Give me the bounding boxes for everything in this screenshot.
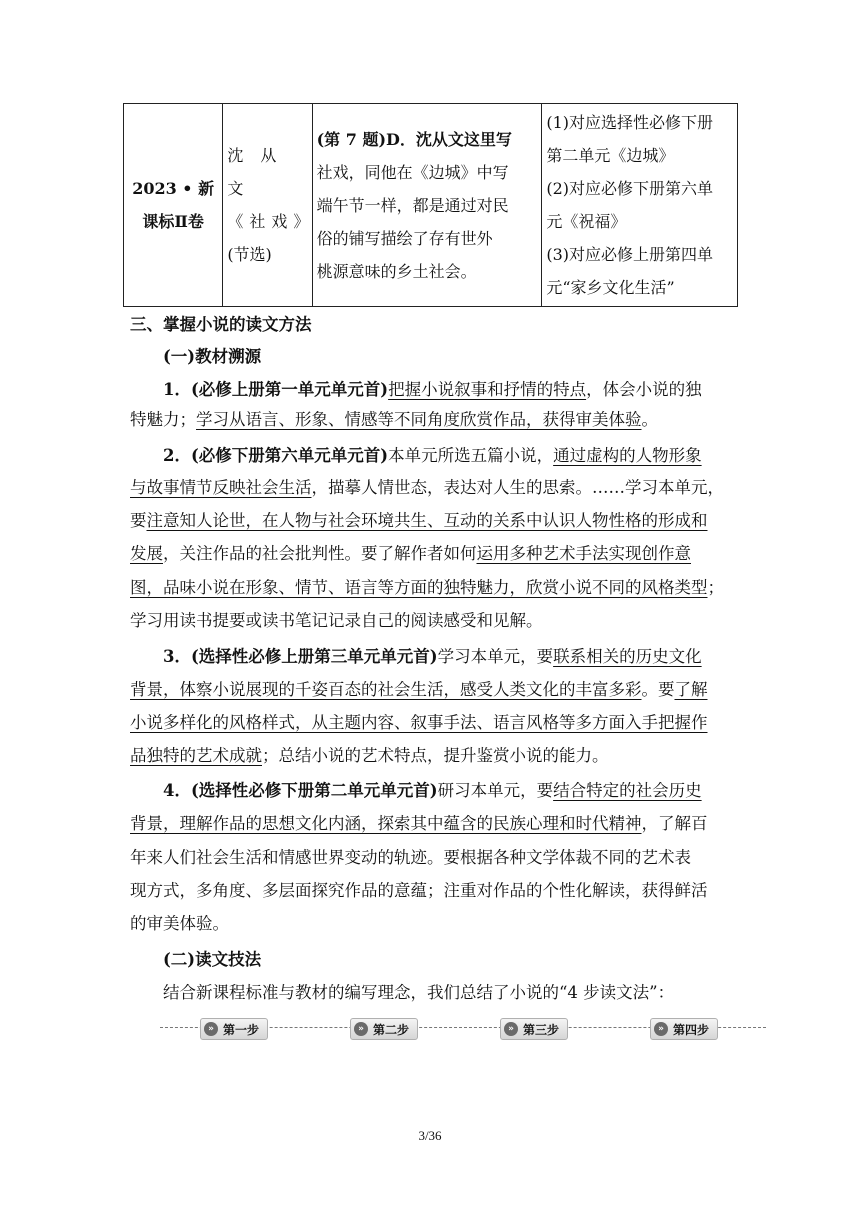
analysis-line: (第 7 题)D．沈从文这里写	[316, 129, 512, 149]
year-line: 课标Ⅱ卷	[142, 212, 204, 231]
analysis-line: 社戏，同他在《边城》中写	[316, 162, 509, 182]
chevron-right-icon: »	[654, 1022, 668, 1036]
para4-line5: 的审美体验。	[130, 914, 229, 933]
exam-table	[123, 103, 738, 307]
work-line: (节选)	[227, 245, 272, 264]
para4-line4: 现方式，多角度、多层面探究作品的意蕴；注重对作品的个性化解读，获得鲜活	[130, 881, 708, 900]
para2-line1: 2．(必修下册第六单元单元首)本单元所选五篇小说，通过虚构的人物形象	[163, 446, 702, 465]
links-line: (1)对应选择性必修下册	[546, 113, 713, 132]
links-line: 元“家乡文化生活”	[546, 278, 675, 297]
para2-line6: 学习用读书提要或读书笔记记录自己的阅读感受和见解。	[130, 611, 543, 630]
para4-line1: 4．(选择性必修下册第二单元单元首)研习本单元，要结合特定的社会历史	[163, 781, 702, 800]
para4-line3: 年来人们社会生活和情感世界变动的轨迹。要根据各种文学体裁不同的艺术表	[130, 848, 691, 867]
para2-line3: 要注意知人论世，在人物与社会环境共生、互动的关系中认识人物性格的形成和	[130, 511, 708, 530]
links-line: 元《祝福》	[546, 212, 627, 231]
work-cell	[223, 104, 316, 307]
step-2: » 第二步	[350, 1018, 418, 1040]
subheading-techniques: (二)读文技法	[163, 950, 262, 969]
chevron-right-icon: »	[354, 1022, 368, 1036]
year-line: 2023 • 新	[132, 179, 215, 198]
links-line: (3)对应必修上册第四单	[546, 245, 713, 264]
analysis-line: 俗的铺写描绘了存有世外	[316, 228, 493, 248]
chevron-right-icon: »	[204, 1022, 218, 1036]
links-line: (2)对应必修下册第六单	[546, 179, 713, 198]
para3-line3: 小说多样化的风格样式，从主题内容、叙事手法、语言风格等多方面入手把握作	[130, 713, 708, 732]
para1-line1: 1．(必修上册第一单元单元首)把握小说叙事和抒情的特点，体会小说的独	[163, 380, 702, 399]
analysis-line: 桃源意味的乡土社会。	[316, 261, 477, 281]
work-line: 《社戏》	[227, 212, 316, 231]
steps-bar	[160, 1016, 766, 1040]
table-row	[124, 104, 738, 307]
links-cell	[542, 104, 738, 307]
step-1: » 第一步	[200, 1018, 268, 1040]
para4-line2: 背景，理解作品的思想文化内涵，探索其中蕴含的民族心理和时代精神，了解百	[130, 814, 708, 833]
para3-line1: 3．(选择性必修上册第三单元单元首)学习本单元，要联系相关的历史文化	[163, 647, 702, 666]
para3-line4: 品独特的艺术成就；总结小说的艺术特点，提升鉴赏小说的能力。	[130, 746, 609, 765]
para3-line2: 背景，体察小说展现的千姿百态的社会生活，感受人类文化的丰富多彩。要了解	[130, 680, 708, 699]
chevron-right-icon: »	[504, 1022, 518, 1036]
para2-line5: 图，品味小说在形象、情节、语言等方面的独特魅力，欣赏小说不同的风格类型；	[130, 578, 724, 597]
year-cell	[124, 104, 223, 307]
analysis-cell	[312, 104, 542, 307]
work-line: 沈 从 文	[227, 146, 283, 198]
section-heading: 三、掌握小说的读文方法	[130, 315, 312, 334]
para2-line2: 与故事情节反映社会生活，描摹人情世态，表达对人生的思索。……学习本单元，	[130, 478, 724, 497]
links-line: 第二单元《边城》	[546, 146, 675, 165]
subheading-sources: (一)教材溯源	[163, 347, 262, 366]
intro-line: 结合新课程标准与教材的编写理念，我们总结了小说的“4 步读文法”：	[163, 983, 675, 1002]
analysis-line: 端午节一样，都是通过对民	[316, 195, 509, 215]
page-number: 3/36	[418, 1128, 442, 1143]
para1-line2: 特魅力；学习从语言、形象、情感等不同角度欣赏作品，获得审美体验。	[130, 410, 658, 429]
step-4: » 第四步	[650, 1018, 718, 1040]
step-3: » 第三步	[500, 1018, 568, 1040]
para2-line4: 发展，关注作品的社会批判性。要了解作者如何运用多种艺术手法实现创作意	[130, 544, 691, 563]
